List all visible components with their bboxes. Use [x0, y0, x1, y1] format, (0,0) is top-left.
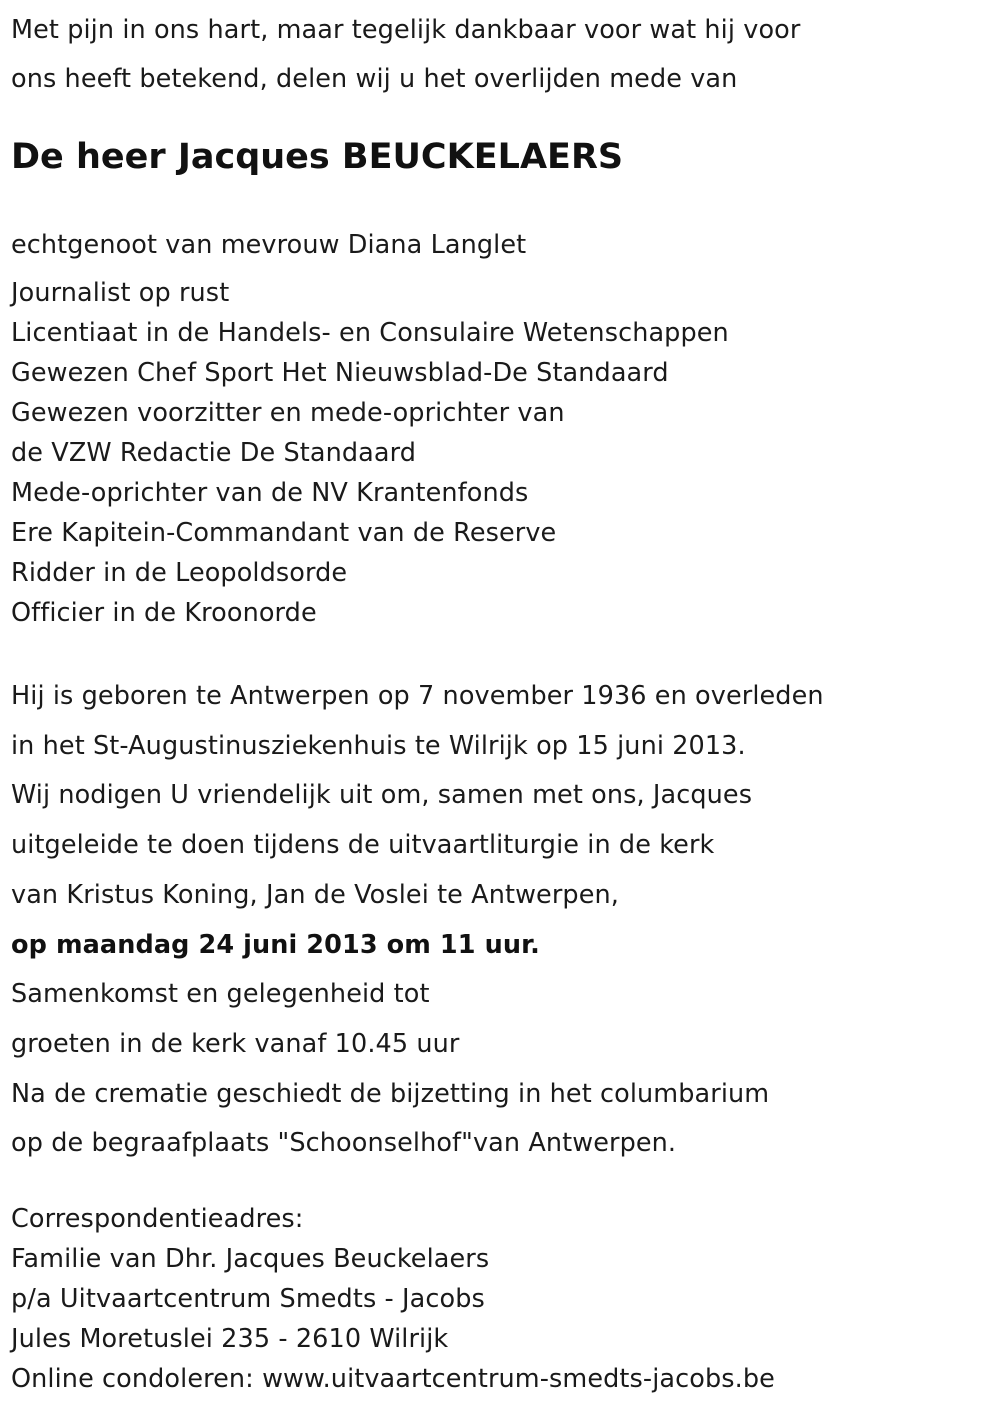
correspondence-line: p/a Uitvaartcentrum Smedts - Jacobs — [11, 1284, 485, 1314]
online-condolence-line: Online condoleren: www.uitvaartcentrum-smedts-jacobs.be — [11, 1364, 775, 1394]
announcement-line: van Kristus Koning, Jan de Voslei te Antwerpen, — [11, 879, 619, 910]
title-item: Mede-oprichter van de NV Krantenfonds — [11, 478, 529, 508]
announcement-paragraph — [11, 672, 824, 1169]
announcement-line: Hij is geboren te Antwerpen op 7 november 1936 en overleden — [11, 681, 824, 711]
announcement-line: in het St-Augustinusziekenhuis te Wilrijk op 15 juni 2013. — [11, 730, 746, 761]
title-item: Officier in de Kroonorde — [11, 598, 317, 628]
title-item: Ridder in de Leopoldsorde — [11, 558, 348, 588]
announcement-line: Wij nodigen U vriendelijk uit om, samen met ons, Jacques — [11, 780, 753, 811]
announcement-line: uitgeleide te doen tijdens de uitvaartliturgie in de kerk — [11, 830, 715, 861]
deceased-name: De heer Jacques BEUCKELAERS — [11, 137, 624, 177]
title-item: de VZW Redactie De Standaard — [11, 438, 417, 468]
correspondence-block — [11, 1199, 775, 1399]
title-item: Gewezen Chef Sport Het Nieuwsblad-De Standaard — [11, 358, 669, 388]
title-item: Ere Kapitein-Commandant van de Reserve — [11, 518, 557, 548]
announcement-line: groeten in de kerk vanaf 10.45 uur — [11, 1028, 460, 1059]
spouse-text: echtgenoot van mevrouw Diana Langlet — [11, 230, 527, 260]
title-item: Licentiaat in de Handels- en Consulaire Wetenschappen — [11, 318, 729, 348]
announcement-line: Samenkomst en gelegenheid tot — [11, 979, 430, 1010]
correspondence-heading: Correspondentieadres: — [11, 1204, 304, 1234]
funeral-date-time: op maandag 24 juni 2013 om 11 uur. — [11, 929, 540, 960]
announcement-line: Na de crematie geschiedt de bijzetting in het columbarium — [11, 1078, 770, 1109]
spouse-line — [11, 225, 526, 265]
intro-line: ons heeft betekend, delen wij u het overlijden mede van — [11, 64, 738, 94]
announcement-line: op de begraafplaats "Schoonselhof"van Antwerpen. — [11, 1128, 677, 1159]
titles-list — [11, 273, 729, 633]
correspondence-line: Familie van Dhr. Jacques Beuckelaers — [11, 1244, 490, 1274]
intro-paragraph — [11, 6, 800, 104]
correspondence-address: Jules Moretuslei 235 - 2610 Wilrijk — [11, 1324, 449, 1354]
title-item: Gewezen voorzitter en mede-oprichter van — [11, 398, 565, 428]
intro-line: Met pijn in ons hart, maar tegelijk dankbaar voor wat hij voor — [11, 15, 801, 45]
title-item: Journalist op rust — [11, 278, 230, 308]
